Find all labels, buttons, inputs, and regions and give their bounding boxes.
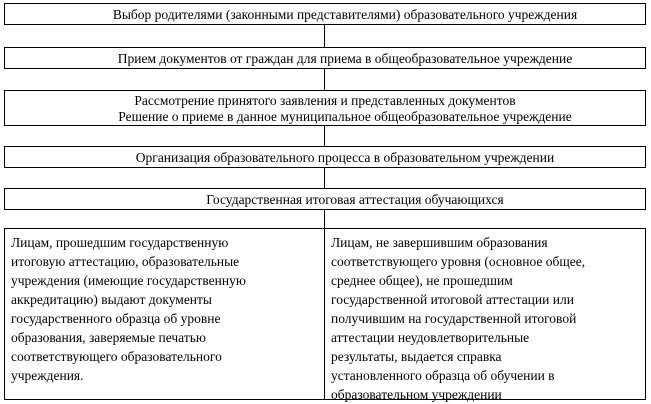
step-education-process-text: Организация образовательного процесса в образовательном учреждении	[135, 150, 555, 165]
outcome-passed-line: учреждения.	[11, 368, 84, 383]
outcome-not-passed-line: соответствующего уровня (основное общее,	[331, 254, 586, 269]
outcome-passed-line: итоговую аттестацию, образовательные	[11, 254, 240, 269]
outcome-passed-line: аккредитацию) выдают документы	[11, 292, 213, 307]
outcome-not-passed	[325, 229, 645, 402]
step-parent-choice-text: Выбор родителями (законными представителями) образовательного учреждения	[112, 7, 578, 22]
outcome-not-passed-line: установленного образца об обучении в	[331, 368, 555, 383]
outcome-passed-line: соответствующего образовательного	[11, 349, 222, 364]
step-review-text: Рассмотрение принятого заявления и представленных документов	[134, 93, 516, 108]
outcome-not-passed-line: получившим на государственной итоговой	[331, 311, 577, 326]
connector-1	[324, 25, 325, 47]
connector-3	[324, 126, 325, 146]
step-parent-choice	[4, 3, 646, 25]
outcome-not-passed-line: среднее общее), не прошедшим	[331, 273, 513, 288]
outcome-not-passed-line: Лицам, не завершившим образования	[331, 235, 548, 250]
step-document-intake	[4, 47, 646, 69]
connector-4	[324, 168, 325, 188]
step-education-process	[4, 146, 646, 168]
step-document-intake-text: Прием документов от граждан для приема в общеобразовательное учреждение	[117, 51, 573, 66]
outcome-passed-line: образования, заверяемые печатью	[11, 330, 206, 345]
outcome-passed-line: государственного образца об уровне	[11, 311, 221, 326]
outcome-passed-line: учреждения (имеющие государственную	[11, 273, 246, 288]
outcome-passed	[5, 229, 325, 399]
outcome-not-passed-line: результаты, выдается справка	[331, 349, 502, 364]
step-decision-text: Решение о приеме в данное муниципальное общеобразовательное учреждение	[118, 109, 572, 124]
connector-2	[324, 69, 325, 90]
outcome-passed-line: Лицам, прошедшим государственную	[11, 235, 229, 250]
step-final-attestation-text: Государственная итоговая аттестация обучающихся	[206, 192, 504, 207]
outcome-not-passed-line: аттестации неудовлетворительные	[331, 330, 530, 345]
outcome-not-passed-line: образовательном учреждении	[331, 387, 502, 402]
outcome-not-passed-line: государственной итоговой аттестации или	[331, 292, 574, 307]
step-final-attestation	[4, 188, 646, 210]
connector-5	[324, 210, 325, 228]
outcomes-table	[4, 228, 646, 400]
step-review-decision	[4, 90, 646, 126]
